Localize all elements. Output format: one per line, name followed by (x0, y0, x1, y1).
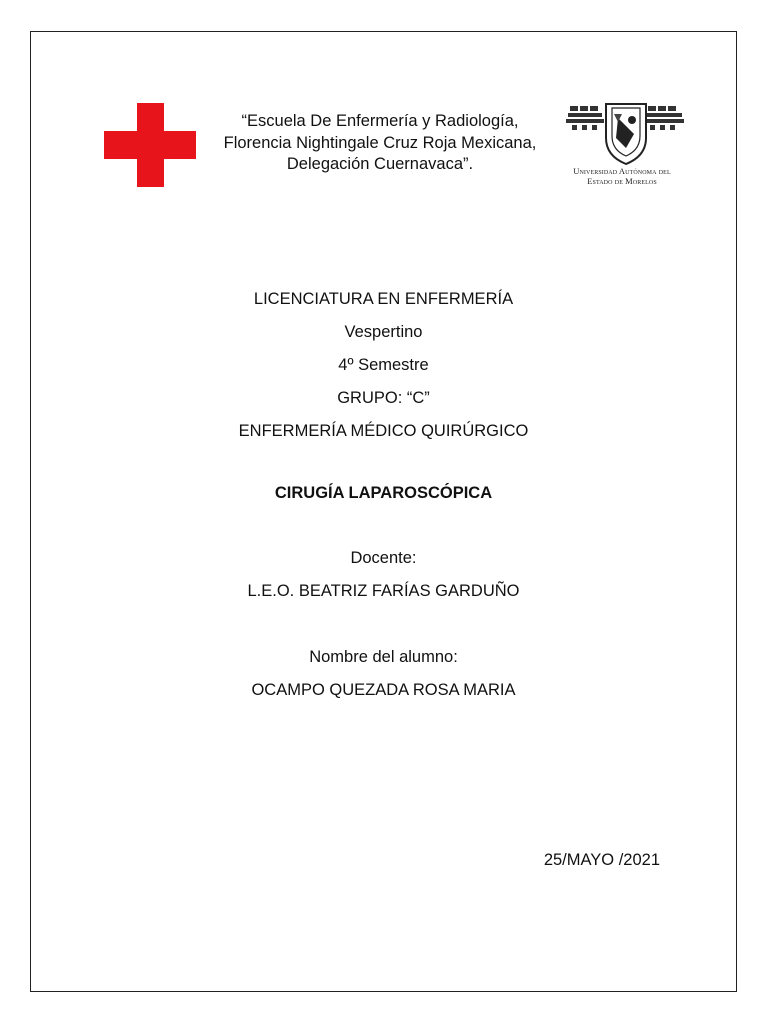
teacher-label: Docente: (350, 549, 417, 567)
shift: Vespertino (344, 323, 423, 341)
university-name-line1: Universidad Autónoma del (573, 166, 671, 176)
document-title: CIRUGÍA LAPAROSCÓPICA (274, 484, 493, 502)
group: GRUPO: “C” (337, 389, 430, 407)
school-name-line2: Florencia Nightingale Cruz Roja Mexicana, (223, 133, 537, 152)
teacher-name: L.E.O. BEATRIZ FARÍAS GARDUÑO (247, 582, 520, 600)
student-label: Nombre del alumno: (309, 648, 458, 666)
university-name-line2: Estado de Morelos (587, 176, 657, 186)
degree-program: LICENCIATURA EN ENFERMERÍA (253, 290, 514, 308)
school-name-line1: “Escuela De Enfermería y Radiología, (241, 112, 519, 130)
student-name: OCAMPO QUEZADA ROSA MARIA (251, 681, 516, 699)
submission-date: 25/MAYO /2021 (543, 851, 660, 869)
cover-content (30, 0, 737, 1024)
school-name-line3: Delegación Cuernavaca”. (286, 155, 474, 173)
semester: 4º Semestre (338, 356, 429, 374)
course-name: ENFERMERÍA MÉDICO QUIRÚRGICO (238, 422, 529, 440)
